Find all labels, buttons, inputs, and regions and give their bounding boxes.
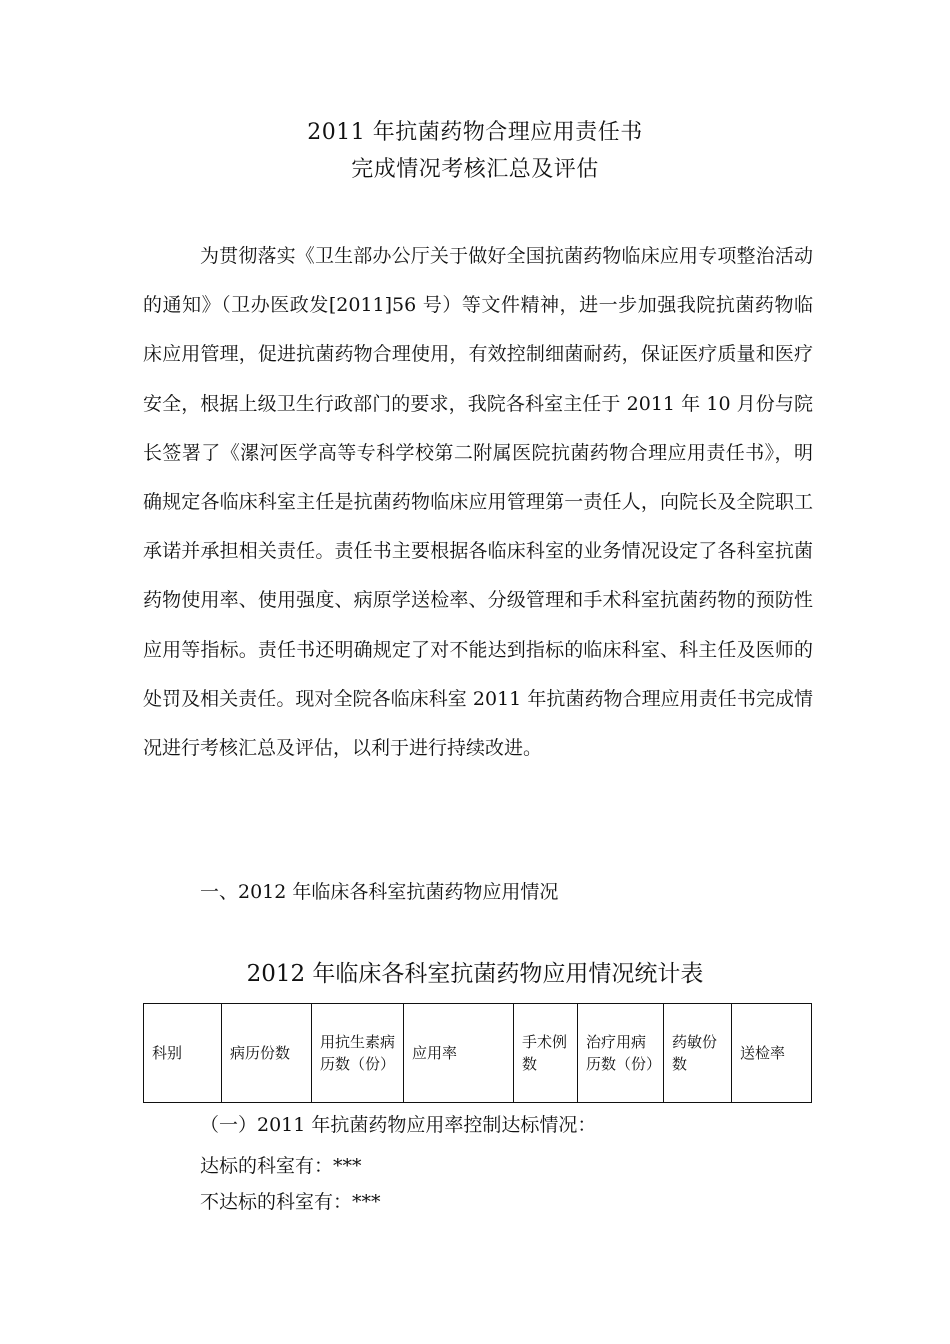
table-header-cell: 病历份数 [222, 1004, 312, 1103]
table-header-cell: 应用率 [404, 1004, 514, 1103]
section-heading: 一、2012 年临床各科室抗菌药物应用情况 [200, 881, 559, 903]
table-header-cell: 药敏份数 [664, 1004, 732, 1103]
table-title: 2012 年临床各科室抗菌药物应用情况统计表 [246, 961, 704, 987]
qualified-departments: 达标的科室有：*** [200, 1155, 362, 1177]
table-header-cell: 用抗生素病历数（份） [312, 1004, 404, 1103]
intro-paragraph: 为贯彻落实《卫生部办公厅关于做好全国抗菌药物临床应用专项整治活动的通知》（卫办医政发[2011]56 号）等文件精神，进一步加强我院抗菌药物临床应用管理，促进抗菌药物合理使用，有效控制细菌耐药，保证医疗质量和医疗安全，根据上级卫生行政部门的要求，我院各科室主任于 2011 年 10 月份与院长签署了《漯河医学高等专科学校第二附属医院抗菌药物合理应用责任书》，明确规定各临床科室主任是抗菌药物临床应用管理第一责任人，向院长及全院职工承诺并承担相关责任。责任书主要根据各临床科室的业务情况设定了各科室抗菌药物使用率、使用强度、病原学送检率、分级管理和手术科室抗菌药物的预防性应用等指标。责任书还明确规定了对不能达到指标的临床科室、科主任及医师的处罚及相关责任。现对全院各临床科室 2011 年抗菌药物合理应用责任书完成情况进行考核汇总及评估，以利于进行持续改进。 [143, 245, 813, 760]
statistics-table [143, 1003, 812, 1103]
document-title-line2: 完成情况考核汇总及评估 [351, 157, 599, 182]
table-header-cell: 科别 [144, 1004, 222, 1103]
unqualified-departments: 不达标的科室有：*** [200, 1191, 381, 1213]
table-header-row [144, 1004, 812, 1103]
document-title-line1: 2011 年抗菌药物合理应用责任书 [307, 120, 643, 145]
subsection-heading: （一）2011 年抗菌药物应用率控制达标情况： [200, 1114, 597, 1136]
table-header-cell: 送检率 [732, 1004, 812, 1103]
table-header-cell: 治疗用病历数（份） [578, 1004, 664, 1103]
table-header-cell: 手术例数 [514, 1004, 578, 1103]
